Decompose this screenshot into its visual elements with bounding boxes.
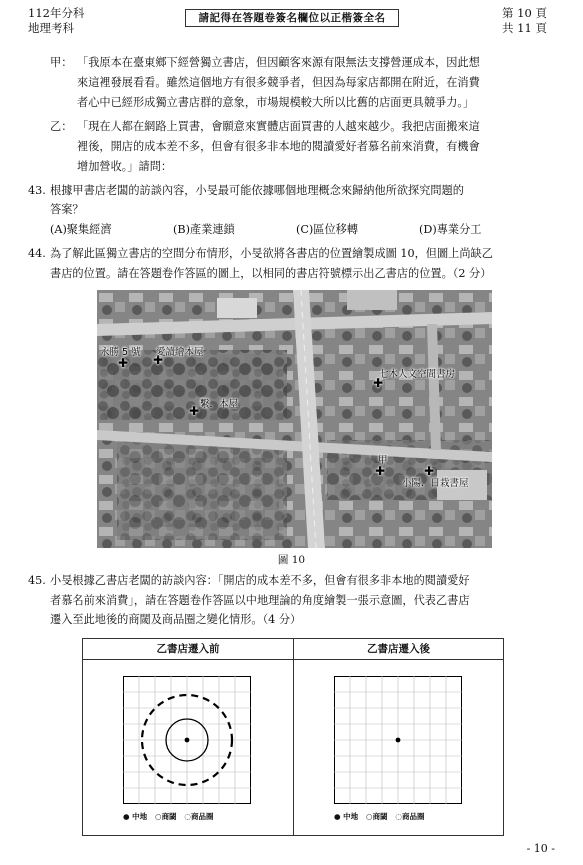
- q44-stem-line1: 為了解此區獨立書店的空間分布情形，小旻欲將各書店的位置繪製成圖 10，但圖上尚缺乙: [50, 247, 493, 260]
- q45-stem-line1: 小旻根據乙書店老闆的訪談內容：「開店的成本差不多，但會有很多非本地的閱讀愛好: [50, 574, 470, 587]
- figure-caption: 圖 10: [277, 554, 306, 566]
- table-divider: [293, 639, 294, 835]
- q43-options: [50, 220, 542, 239]
- after-grid-diagram[interactable]: [334, 676, 462, 804]
- bookstore-label-xiaoyang: 小陽．日栽書屋: [402, 478, 469, 489]
- range-dashed-circle-icon: ◌: [184, 812, 191, 821]
- bookstore-pin-ji: ✚: [189, 404, 200, 418]
- q43-stem-line2: 答案？: [50, 203, 84, 216]
- bookstore-label-jia: 甲: [378, 455, 388, 466]
- passage-b-line3: 增加營收。」請問：: [77, 160, 173, 173]
- q43-number: 43.: [28, 184, 46, 197]
- aerial-photo-graphic: [97, 290, 492, 548]
- passage-a-line1: 「我原本在臺東鄉下經營獨立書店，但因顧客來源有限無法支撐營運成本，因此想: [77, 56, 480, 69]
- header-total-pages: 共 11 頁: [502, 21, 547, 35]
- central-place-diagram-table: [82, 638, 504, 836]
- q44-stem-line2: 書店的位置。請在答題卷作答區的圖上，以相同的書店符號標示出乙書店的位置。（2 分）: [50, 267, 492, 280]
- passage-a-line2: 來這裡發展看看。雖然這個地方有很多競爭者，但因為每家店都開在附近，在消費: [77, 76, 480, 89]
- page-number: - 10 -: [526, 842, 555, 855]
- central-place-dot-after: [396, 738, 401, 743]
- passage-b-line1: 「現在人都在網路上買書，會願意來實體店面買書的人越來越少。我把店面搬來這: [77, 120, 480, 133]
- q45-stem-line3: 遷入至此地後的商閾及商品圈之變化情形。（4 分）: [50, 613, 302, 626]
- signature-reminder-banner: 請記得在答題卷簽名欄位以正楷簽全名: [185, 9, 399, 27]
- q43-option-b[interactable]: (B)產業連鎖: [173, 223, 235, 236]
- q43-option-a[interactable]: (A)聚集經濟: [50, 223, 112, 236]
- header-page-of: 第 10 頁: [502, 6, 547, 20]
- after-move-heading: 乙書店遷入後: [294, 639, 503, 660]
- legend-threshold-label: 商閾: [161, 812, 177, 821]
- q43-stem-line1: 根據甲書店老闆的訪談內容，小旻最可能依據哪個地理概念來歸納他所欲探究問題的: [50, 184, 464, 197]
- aerial-map-figure[interactable]: [97, 290, 492, 548]
- q43-option-c[interactable]: (C)區位移轉: [296, 223, 359, 236]
- threshold-circle-icon: ○: [155, 812, 162, 821]
- center-dot-icon: ●: [334, 812, 341, 821]
- legend-center-label: 中地: [132, 812, 148, 821]
- header-year-subject: 112年分科: [28, 6, 85, 20]
- before-grid-diagram: [123, 676, 251, 804]
- bookstore-label-qimuren: 七木人文空間書房: [379, 369, 456, 380]
- bookstore-label-aidu: 愛讀繪本屋: [156, 347, 204, 358]
- header-exam-subject: 地理考科: [28, 21, 74, 35]
- q43-option-d[interactable]: (D)專業分工: [419, 223, 482, 236]
- before-legend: [123, 811, 213, 822]
- legend-center-label: 中地: [343, 812, 359, 821]
- passage-a-line3: 者心中已經形成獨立書店群的意象，市場規模較大所以比舊的店面更具競爭力。」: [77, 96, 475, 109]
- legend-range-label: 商品圈: [401, 812, 425, 821]
- legend-range-label: 商品圈: [190, 812, 214, 821]
- threshold-circle-icon: ○: [366, 812, 373, 821]
- q45-number: 45.: [28, 574, 46, 587]
- central-place-dot-before: [185, 738, 190, 743]
- q44-number: 44.: [28, 247, 46, 260]
- bookstore-pin-aidu: ✚: [153, 353, 164, 367]
- passage-b-prefix: 乙：: [50, 120, 73, 133]
- passage-a-prefix: 甲：: [50, 56, 73, 69]
- before-move-heading: 乙書店遷入前: [83, 639, 293, 660]
- bookstore-pin-xiaoyang: ✚: [424, 464, 435, 478]
- bookstore-pin-yongsheng: ✚: [118, 356, 129, 370]
- legend-threshold-label: 商閾: [372, 812, 388, 821]
- bookstore-pin-jia: ✚: [375, 464, 386, 478]
- q45-stem-line2: 者慕名前來消費」，請在答題卷作答區以中地理論的角度繪製一張示意圖，代表乙書店: [50, 594, 470, 607]
- bookstore-pin-qimuren: ✚: [373, 376, 384, 390]
- center-dot-icon: ●: [123, 812, 130, 821]
- bookstore-label-ji: 繫．本屋: [200, 399, 239, 410]
- after-legend: [334, 811, 424, 822]
- range-dashed-circle-icon: ◌: [395, 812, 402, 821]
- passage-b-line2: 裡後，開店的成本差不多，但會有很多非本地的閱讀愛好者慕名前來消費，有機會: [77, 140, 480, 153]
- bookstore-label-yongsheng: 永勝 5 號: [100, 347, 141, 358]
